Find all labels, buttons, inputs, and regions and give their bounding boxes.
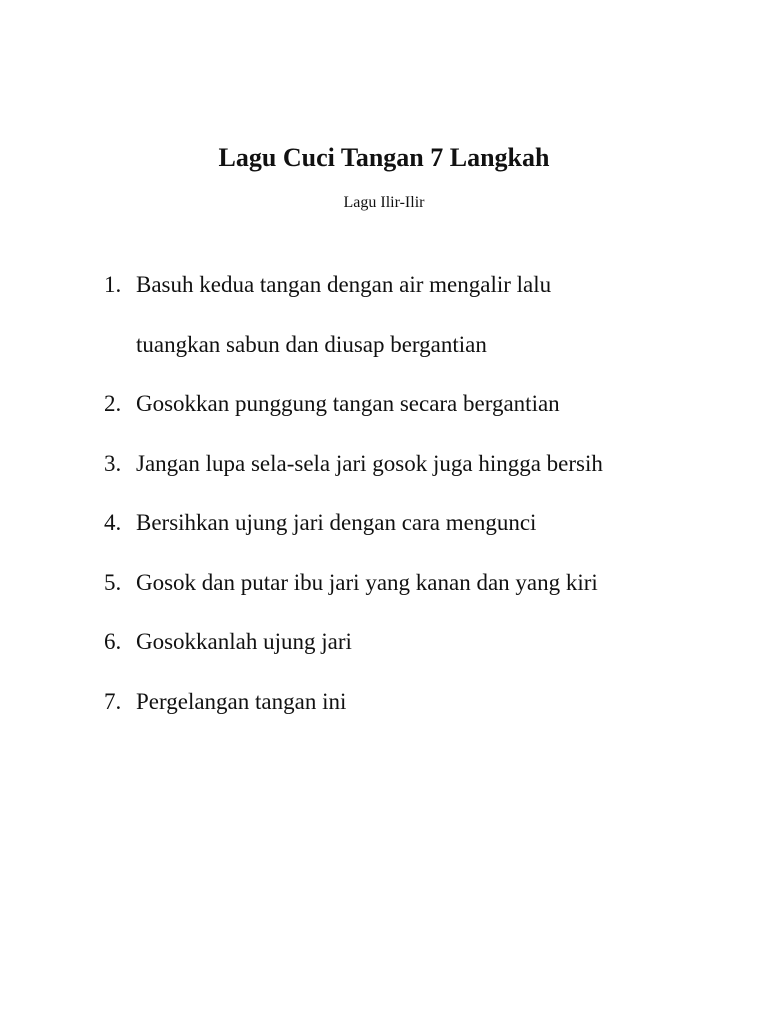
step-text-line-2: tuangkan sabun dan diusap bergantian — [136, 331, 487, 357]
step-number: 3. — [104, 450, 122, 476]
step-number: 4. — [104, 510, 122, 535]
step-text: Jangan lupa sela-sela jari gosok juga hingga bersih — [136, 450, 603, 476]
step-number: 5. — [104, 569, 122, 595]
step-text-line-1: Basuh kedua tangan dengan air mengalir lalu — [136, 272, 552, 297]
list-item-step-6 — [104, 627, 724, 657]
list-item-step-5 — [104, 568, 724, 598]
step-text: Gosokkanlah ujung jari — [136, 629, 352, 654]
step-number: 7. — [104, 688, 122, 714]
page-title: Lagu Cuci Tangan 7 Langkah — [218, 143, 550, 172]
step-number: 6. — [104, 629, 122, 654]
list-item-step-4 — [104, 508, 724, 538]
page-subtitle: Lagu Ilir-Ilir — [343, 194, 425, 211]
step-text: Gosok dan putar ibu jari yang kanan dan yang kiri — [136, 569, 598, 595]
list-item-step-2 — [104, 389, 724, 419]
step-text: Bersihkan ujung jari dengan cara mengunci — [136, 510, 537, 535]
steps-list — [104, 270, 724, 746]
step-number: 2. — [104, 391, 122, 416]
step-text: Gosokkan punggung tangan secara bergantian — [136, 391, 560, 416]
list-item-step-7 — [104, 687, 724, 717]
list-item-step-3 — [104, 449, 724, 479]
list-item-step-1 — [104, 270, 724, 360]
step-number: 1. — [104, 272, 122, 297]
step-text: Pergelangan tangan ini — [136, 688, 347, 714]
step-text — [136, 270, 724, 360]
